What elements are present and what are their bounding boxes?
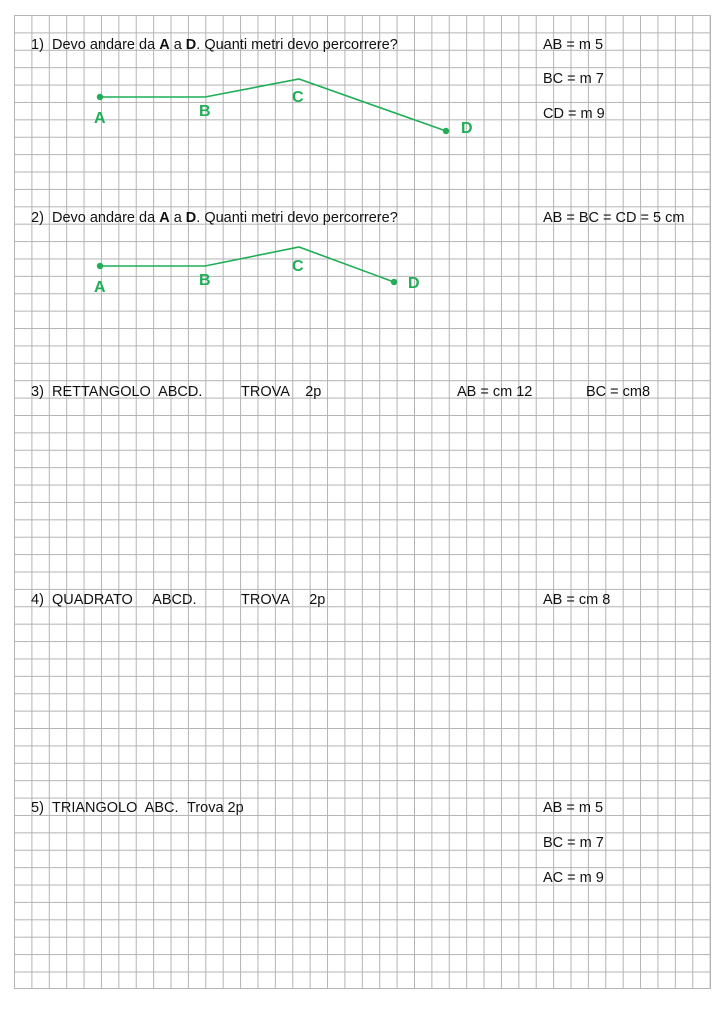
exercise-4-task: TROVA 2p — [241, 592, 326, 608]
figure-1-point-a-dot — [97, 94, 103, 100]
figure-2-path — [94, 247, 420, 296]
exercise-5-shape: TRIANGOLO ABC. — [52, 800, 179, 816]
figure-1-label-b: B — [199, 103, 211, 120]
exercise-2-given: AB = BC = CD = 5 cm — [543, 210, 685, 226]
exercise-5-given-ab: AB = m 5 — [543, 800, 604, 816]
figure-1-point-d-dot — [443, 128, 449, 134]
exercise-1-given-bc: BC = m 7 — [543, 71, 604, 87]
exercise-5-given-ac: AC = m 9 — [543, 870, 604, 886]
exercise-1-given-ab: AB = m 5 — [543, 37, 604, 53]
exercise-5-task: Trova 2p — [187, 800, 244, 816]
exercise-3-task: TROVA 2p — [241, 384, 322, 400]
exercise-1-given-cd: CD = m 9 — [543, 106, 605, 122]
figure-1-polyline — [100, 79, 446, 131]
exercise-1-prompt: 1) Devo andare da A a D. Quanti metri devo percorrere? — [31, 37, 398, 53]
figure-1-label-c: C — [292, 89, 304, 106]
exercise-3-shape: RETTANGOLO ABCD. — [52, 384, 203, 400]
exercise-5-given-bc: BC = m 7 — [543, 835, 604, 851]
exercise-5-number: 5) — [31, 800, 44, 816]
figure-2-label-b: B — [199, 272, 211, 289]
exercise-3-given-bc: BC = cm8 — [586, 384, 651, 400]
figure-2-point-a-dot — [97, 263, 103, 269]
exercise-4-shape: QUADRATO ABCD. — [52, 592, 197, 608]
figure-2-label-a: A — [94, 279, 106, 296]
exercise-4-given-ab: AB = cm 8 — [543, 592, 611, 608]
exercise-4-number: 4) — [31, 592, 44, 608]
figure-2-label-c: C — [292, 258, 304, 275]
exercise-2-prompt: 2) Devo andare da A a D. Quanti metri devo percorrere? — [31, 210, 398, 226]
figure-2-polyline — [100, 247, 394, 282]
figure-1-label-a: A — [94, 110, 106, 127]
exercise-3-given-ab: AB = cm 12 — [457, 384, 533, 400]
figure-1-path — [94, 79, 473, 137]
figure-2-point-d-dot — [391, 279, 397, 285]
figure-1-label-d: D — [461, 120, 473, 137]
exercise-3-number: 3) — [31, 384, 44, 400]
figure-2-label-d: D — [408, 275, 420, 292]
